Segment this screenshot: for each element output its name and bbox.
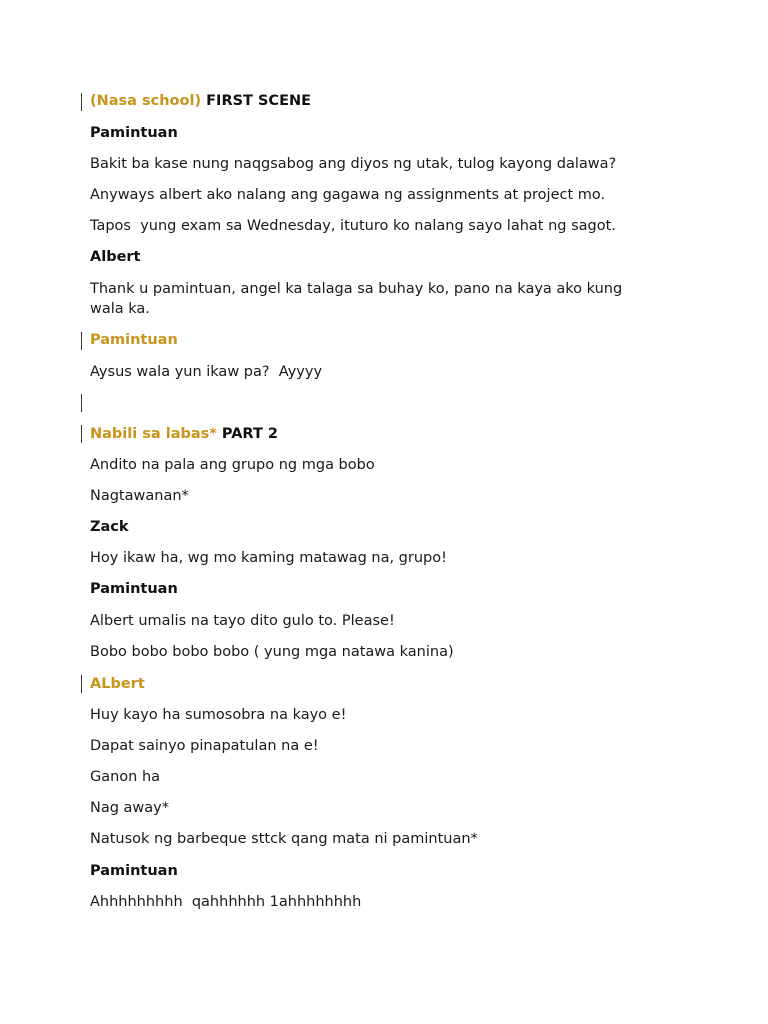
dialogue-line: Thank u pamintuan, angel ka talaga sa buhay ko, pano na kaya ako kung wala ka. (90, 281, 627, 317)
dialogue-line: Bakit ba kase nung naqgsabog ang diyos ng utak, tulog kayong dalawa? (90, 156, 617, 172)
scene-location: Nabili sa labas* (90, 426, 217, 442)
speaker-name: Pamintuan (90, 332, 178, 348)
dialogue-line: Dapat sainyo pinapatulan na e! (90, 738, 319, 754)
dialogue-line: Huy kayo ha sumosobra na kayo e! (90, 707, 347, 723)
text-cursor-bar (81, 394, 82, 412)
dialogue-line: Anyways albert ako nalang ang gagawa ng assignments at project mo. (90, 187, 606, 203)
text-cursor-bar (81, 332, 82, 350)
text-cursor-bar (81, 93, 82, 111)
scene-location: (Nasa school) (90, 93, 202, 109)
dialogue-line: Andito na pala ang grupo ng mga bobo (90, 457, 375, 473)
dialogue-line: Aysus wala yun ikaw pa? Ayyyy (90, 364, 323, 380)
dialogue-line: Hoy ikaw ha, wg mo kaming matawag na, grupo! (90, 550, 447, 566)
scene-heading-1 (90, 91, 690, 111)
speaker-name: Pamintuan (90, 581, 178, 597)
speaker-name: Zack (90, 519, 129, 535)
dialogue-line: Ahhhhhhhhh qahhhhhh 1ahhhhhhhh (90, 894, 362, 910)
speaker-name: Albert (90, 249, 141, 265)
speaker-name: Pamintuan (90, 863, 178, 879)
dialogue-line: Albert umalis na tayo dito gulo to. Please! (90, 613, 395, 629)
dialogue-line: Bobo bobo bobo bobo ( yung mga natawa kanina) (90, 644, 454, 660)
speaker-name: ALbert (90, 676, 145, 692)
scene-heading-2 (90, 424, 690, 444)
stage-direction: Nagtawanan* (90, 488, 189, 504)
scene-title: PART 2 (216, 426, 278, 442)
scene-title: FIRST SCENE (201, 93, 312, 109)
speaker-name: Pamintuan (90, 125, 178, 141)
dialogue-line: Tapos yung exam sa Wednesday, ituturo ko nalang sayo lahat ng sagot. (90, 218, 616, 234)
stage-direction: Nag away* (90, 800, 170, 816)
dialogue-line: Ganon ha (90, 769, 161, 785)
stage-direction: Natusok ng barbeque sttck qang mata ni pamintuan* (90, 831, 478, 847)
text-cursor-bar (81, 675, 82, 693)
text-cursor-bar (81, 425, 82, 443)
